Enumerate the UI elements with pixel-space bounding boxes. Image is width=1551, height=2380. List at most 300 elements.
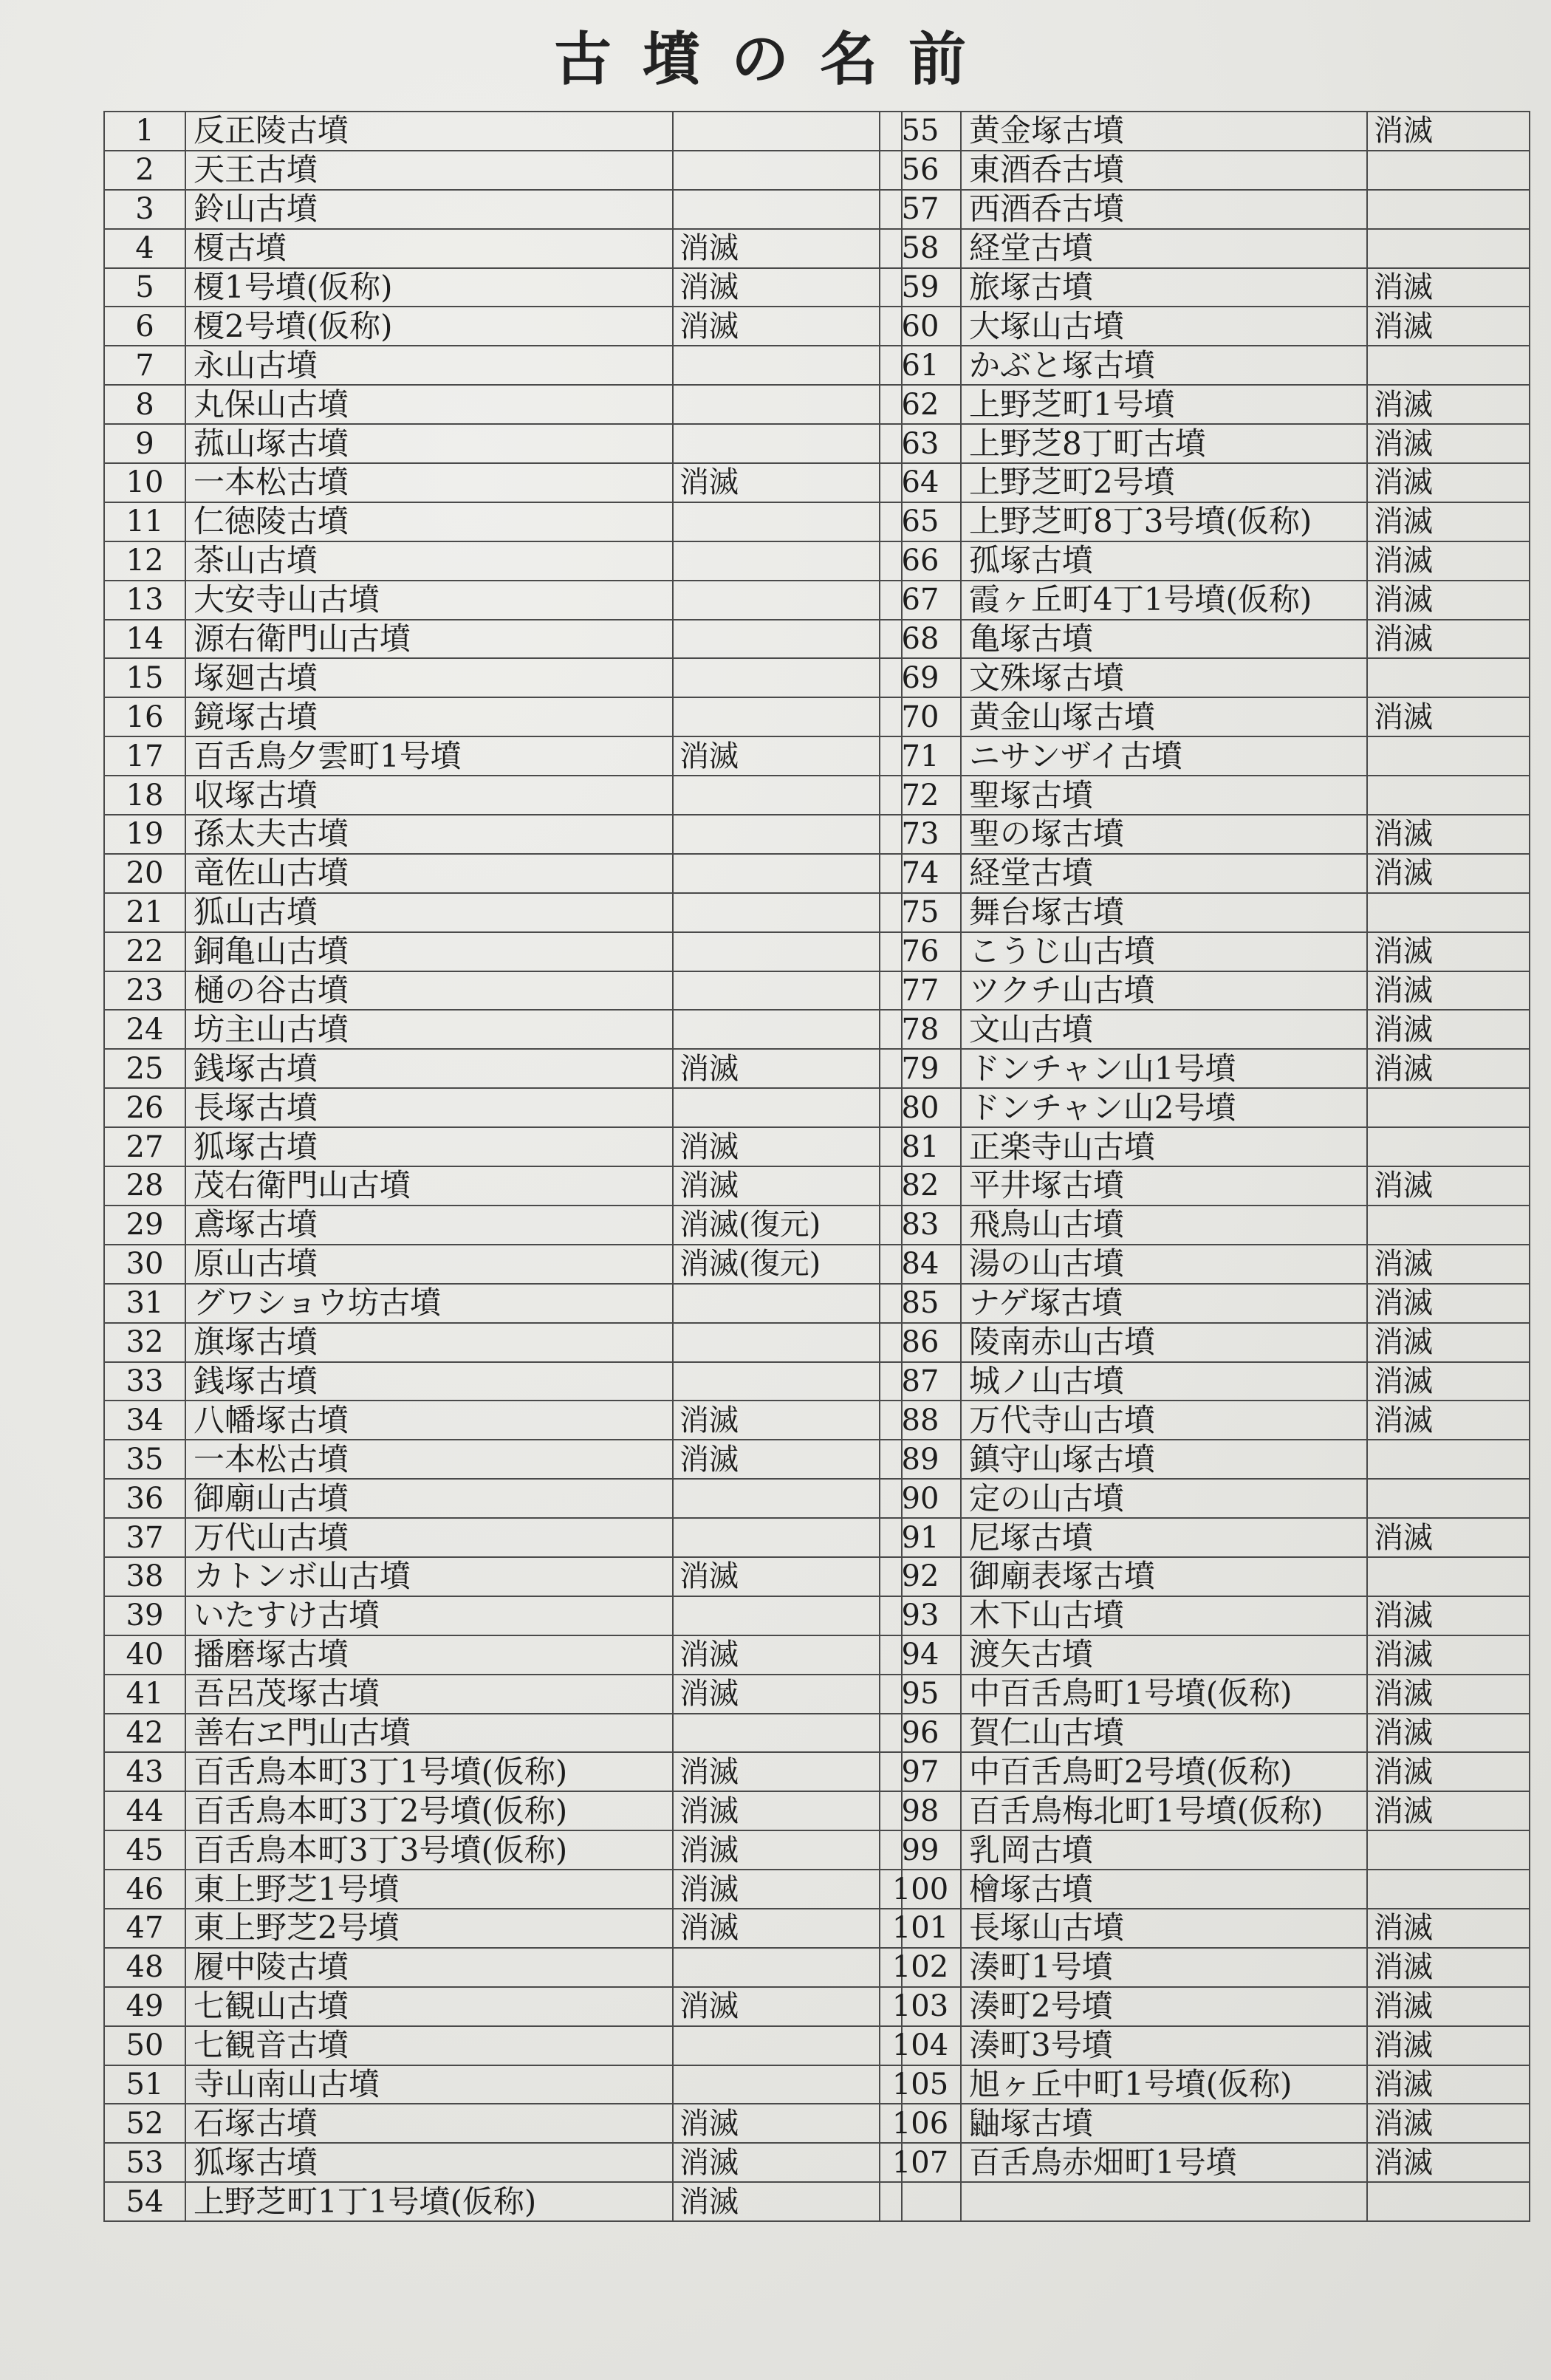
table-row xyxy=(880,1245,1530,1284)
kofun-name: 上野芝町1号墳 xyxy=(961,385,1367,424)
status-cell xyxy=(673,1362,902,1401)
table-row xyxy=(880,112,1530,151)
kofun-name: 鳶塚古墳 xyxy=(185,1206,673,1245)
table-row xyxy=(880,1479,1530,1518)
row-number: 106 xyxy=(880,2104,961,2143)
status-cell: 消滅 xyxy=(1367,2104,1530,2143)
table-row xyxy=(104,1010,902,1049)
kofun-name: 定の山古墳 xyxy=(961,1479,1367,1518)
table-row xyxy=(104,229,902,268)
kofun-name: 長塚古墳 xyxy=(185,1088,673,1127)
status-cell xyxy=(1367,658,1530,697)
row-number: 51 xyxy=(104,2065,185,2104)
status-cell xyxy=(1367,1479,1530,1518)
row-number: 96 xyxy=(880,1714,961,1753)
table-row xyxy=(104,1401,902,1440)
row-number: 79 xyxy=(880,1049,961,1088)
row-number: 86 xyxy=(880,1323,961,1362)
row-number: 64 xyxy=(880,463,961,502)
kofun-name: 鈴山古墳 xyxy=(185,190,673,229)
status-cell: 消滅 xyxy=(1367,1987,1530,2026)
kofun-name: 一本松古墳 xyxy=(185,1440,673,1479)
kofun-name xyxy=(961,2182,1367,2221)
status-cell xyxy=(673,424,902,463)
kofun-name: 鎮守山塚古墳 xyxy=(961,1440,1367,1479)
table-row xyxy=(880,1752,1530,1791)
status-cell: 消滅 xyxy=(1367,1596,1530,1635)
status-cell: 消滅 xyxy=(1367,463,1530,502)
row-number: 39 xyxy=(104,1596,185,1635)
table-row xyxy=(880,346,1530,385)
status-cell xyxy=(1367,1127,1530,1166)
table-row xyxy=(880,581,1530,620)
table-row xyxy=(104,1206,902,1245)
row-number: 69 xyxy=(880,658,961,697)
row-number: 66 xyxy=(880,541,961,581)
row-number: 80 xyxy=(880,1088,961,1127)
status-cell xyxy=(673,581,902,620)
table-row xyxy=(880,658,1530,697)
table-row xyxy=(104,1870,902,1909)
kofun-name: 亀塚古墳 xyxy=(961,620,1367,659)
table-row xyxy=(104,1675,902,1714)
table-row xyxy=(880,854,1530,893)
kofun-name: 永山古墳 xyxy=(185,346,673,385)
row-number: 72 xyxy=(880,776,961,815)
row-number: 26 xyxy=(104,1088,185,1127)
kofun-name: 丸保山古墳 xyxy=(185,385,673,424)
row-number: 87 xyxy=(880,1362,961,1401)
table-row xyxy=(880,268,1530,307)
table-row xyxy=(104,815,902,854)
kofun-name: 八幡塚古墳 xyxy=(185,1401,673,1440)
kofun-name: 銅亀山古墳 xyxy=(185,932,673,971)
table-row xyxy=(880,1049,1530,1088)
kofun-name: 上野芝8丁町古墳 xyxy=(961,424,1367,463)
kofun-name: 百舌鳥本町3丁2号墳(仮称) xyxy=(185,1791,673,1830)
row-number: 32 xyxy=(104,1323,185,1362)
row-number: 46 xyxy=(104,1870,185,1909)
table-row xyxy=(880,190,1530,229)
table-row xyxy=(880,1557,1530,1596)
table-row xyxy=(880,1948,1530,1987)
table-row xyxy=(104,1791,902,1830)
table-row xyxy=(880,1830,1530,1870)
kofun-name: 檜塚古墳 xyxy=(961,1870,1367,1909)
status-cell xyxy=(673,1010,902,1049)
table-row xyxy=(104,385,902,424)
table-row xyxy=(880,1635,1530,1675)
row-number: 7 xyxy=(104,346,185,385)
table-row xyxy=(880,151,1530,190)
row-number: 85 xyxy=(880,1284,961,1323)
kofun-name: 収塚古墳 xyxy=(185,776,673,815)
kofun-name: 榎古墳 xyxy=(185,229,673,268)
status-cell: 消滅 xyxy=(673,1987,902,2026)
row-number: 84 xyxy=(880,1245,961,1284)
kofun-name: 百舌鳥夕雲町1号墳 xyxy=(185,736,673,776)
kofun-name: 百舌鳥本町3丁3号墳(仮称) xyxy=(185,1830,673,1870)
kofun-name: 銭塚古墳 xyxy=(185,1362,673,1401)
kofun-name: 狐山古墳 xyxy=(185,893,673,932)
status-cell: 消滅 xyxy=(1367,1714,1530,1753)
table-row xyxy=(104,1088,902,1127)
table-row xyxy=(104,1284,902,1323)
row-number: 90 xyxy=(880,1479,961,1518)
table-row xyxy=(104,1440,902,1479)
table-row xyxy=(880,1440,1530,1479)
status-cell xyxy=(1367,1870,1530,1909)
status-cell xyxy=(673,776,902,815)
status-cell xyxy=(1367,1088,1530,1127)
table-row xyxy=(880,2065,1530,2104)
status-cell: 消滅 xyxy=(673,229,902,268)
kofun-name: 霞ヶ丘町4丁1号墳(仮称) xyxy=(961,581,1367,620)
table-row xyxy=(104,2026,902,2065)
table-row xyxy=(104,697,902,736)
row-number: 57 xyxy=(880,190,961,229)
table-row xyxy=(104,1948,902,1987)
status-cell: 消滅 xyxy=(673,736,902,776)
table-row xyxy=(880,1284,1530,1323)
status-cell xyxy=(673,112,902,151)
kofun-name: 舞台塚古墳 xyxy=(961,893,1367,932)
row-number: 99 xyxy=(880,1830,961,1870)
status-cell: 消滅 xyxy=(1367,1401,1530,1440)
row-number: 70 xyxy=(880,697,961,736)
row-number: 105 xyxy=(880,2065,961,2104)
status-cell: 消滅 xyxy=(673,268,902,307)
status-cell xyxy=(673,2065,902,2104)
table-row xyxy=(880,1323,1530,1362)
table-row xyxy=(104,1166,902,1206)
row-number: 34 xyxy=(104,1401,185,1440)
kofun-name: 文殊塚古墳 xyxy=(961,658,1367,697)
kofun-name: 菰山塚古墳 xyxy=(185,424,673,463)
status-cell xyxy=(1367,190,1530,229)
status-cell: 消滅 xyxy=(1367,1675,1530,1714)
row-number: 62 xyxy=(880,385,961,424)
kofun-name: 飛鳥山古墳 xyxy=(961,1206,1367,1245)
row-number: 93 xyxy=(880,1596,961,1635)
kofun-name: 吾呂茂塚古墳 xyxy=(185,1675,673,1714)
status-cell xyxy=(673,541,902,581)
kofun-name: 大塚山古墳 xyxy=(961,307,1367,346)
status-cell: 消滅 xyxy=(673,1675,902,1714)
table-row xyxy=(104,658,902,697)
row-number: 27 xyxy=(104,1127,185,1166)
status-cell: 消滅 xyxy=(1367,1635,1530,1675)
table-row xyxy=(880,776,1530,815)
kofun-name: 上野芝町2号墳 xyxy=(961,463,1367,502)
kofun-table-left xyxy=(103,111,903,2222)
kofun-name: 旗塚古墳 xyxy=(185,1323,673,1362)
status-cell: 消滅 xyxy=(673,1127,902,1166)
row-number: 35 xyxy=(104,1440,185,1479)
row-number: 11 xyxy=(104,502,185,541)
kofun-name: 孤塚古墳 xyxy=(961,541,1367,581)
status-cell xyxy=(673,893,902,932)
kofun-name: 東上野芝2号墳 xyxy=(185,1909,673,1948)
table-row xyxy=(880,932,1530,971)
status-cell xyxy=(1367,1440,1530,1479)
row-number: 95 xyxy=(880,1675,961,1714)
row-number: 1 xyxy=(104,112,185,151)
table-row xyxy=(104,346,902,385)
row-number: 98 xyxy=(880,1791,961,1830)
status-cell: 消滅 xyxy=(1367,307,1530,346)
table-row xyxy=(104,893,902,932)
status-cell: 消滅 xyxy=(673,2182,902,2221)
table-row xyxy=(104,1518,902,1557)
status-cell: 消滅 xyxy=(1367,385,1530,424)
table-row xyxy=(880,2104,1530,2143)
kofun-name: 狐塚古墳 xyxy=(185,1127,673,1166)
status-cell: 消滅 xyxy=(1367,2065,1530,2104)
kofun-name: 樋の谷古墳 xyxy=(185,971,673,1011)
status-cell xyxy=(1367,893,1530,932)
table-row xyxy=(880,1088,1530,1127)
table-row xyxy=(104,502,902,541)
status-cell: 消滅 xyxy=(1367,1362,1530,1401)
table-row xyxy=(104,2182,902,2221)
status-cell xyxy=(673,854,902,893)
row-number: 83 xyxy=(880,1206,961,1245)
kofun-name: 経堂古墳 xyxy=(961,854,1367,893)
row-number: 31 xyxy=(104,1284,185,1323)
row-number: 8 xyxy=(104,385,185,424)
kofun-name: 正楽寺山古墳 xyxy=(961,1127,1367,1166)
row-number: 41 xyxy=(104,1675,185,1714)
kofun-name: 寺山南山古墳 xyxy=(185,2065,673,2104)
kofun-name: 榎2号墳(仮称) xyxy=(185,307,673,346)
status-cell: 消滅 xyxy=(673,307,902,346)
row-number: 49 xyxy=(104,1987,185,2026)
status-cell xyxy=(673,346,902,385)
row-number: 21 xyxy=(104,893,185,932)
row-number: 9 xyxy=(104,424,185,463)
row-number: 50 xyxy=(104,2026,185,2065)
row-number: 42 xyxy=(104,1714,185,1753)
table-row xyxy=(880,2026,1530,2065)
kofun-name: 賀仁山古墳 xyxy=(961,1714,1367,1753)
table-row xyxy=(104,1714,902,1753)
table-row xyxy=(880,736,1530,776)
status-cell xyxy=(673,1714,902,1753)
status-cell xyxy=(1367,1830,1530,1870)
table-row xyxy=(104,151,902,190)
table-row xyxy=(104,854,902,893)
kofun-name: 七観音古墳 xyxy=(185,2026,673,2065)
row-number: 101 xyxy=(880,1909,961,1948)
kofun-name: 上野芝町8丁3号墳(仮称) xyxy=(961,502,1367,541)
row-number: 33 xyxy=(104,1362,185,1401)
kofun-name: 七観山古墳 xyxy=(185,1987,673,2026)
table-row xyxy=(880,893,1530,932)
status-cell: 消滅 xyxy=(1367,1166,1530,1206)
kofun-name: 石塚古墳 xyxy=(185,2104,673,2143)
kofun-name: 鼬塚古墳 xyxy=(961,2104,1367,2143)
table-row xyxy=(880,620,1530,659)
kofun-name: 百舌鳥赤畑町1号墳 xyxy=(961,2143,1367,2182)
row-number: 14 xyxy=(104,620,185,659)
row-number: 18 xyxy=(104,776,185,815)
table-row xyxy=(104,932,902,971)
kofun-name: 御廟表塚古墳 xyxy=(961,1557,1367,1596)
kofun-name: 陵南赤山古墳 xyxy=(961,1323,1367,1362)
kofun-name: 善右ヱ門山古墳 xyxy=(185,1714,673,1753)
kofun-name: 坊主山古墳 xyxy=(185,1010,673,1049)
status-cell xyxy=(1367,229,1530,268)
table-row xyxy=(104,190,902,229)
table-row xyxy=(880,1596,1530,1635)
table-row xyxy=(104,1557,902,1596)
table-row xyxy=(880,385,1530,424)
status-cell: 消滅 xyxy=(673,2143,902,2182)
status-cell: 消滅 xyxy=(1367,1323,1530,1362)
table-row xyxy=(104,307,902,346)
status-cell: 消滅 xyxy=(1367,815,1530,854)
status-cell: 消滅 xyxy=(673,463,902,502)
table-row xyxy=(880,2182,1530,2221)
row-number: 100 xyxy=(880,1870,961,1909)
status-cell xyxy=(673,1284,902,1323)
status-cell: 消滅 xyxy=(1367,1791,1530,1830)
row-number: 97 xyxy=(880,1752,961,1791)
table-row xyxy=(104,1323,902,1362)
table-row xyxy=(880,1401,1530,1440)
kofun-name: 平井塚古墳 xyxy=(961,1166,1367,1206)
row-number: 59 xyxy=(880,268,961,307)
row-number: 82 xyxy=(880,1166,961,1206)
row-number: 103 xyxy=(880,1987,961,2026)
row-number: 3 xyxy=(104,190,185,229)
kofun-name: 聖塚古墳 xyxy=(961,776,1367,815)
status-cell xyxy=(673,385,902,424)
kofun-name: 上野芝町1丁1号墳(仮称) xyxy=(185,2182,673,2221)
row-number: 53 xyxy=(104,2143,185,2182)
kofun-name: 孫太夫古墳 xyxy=(185,815,673,854)
row-number: 29 xyxy=(104,1206,185,1245)
row-number: 81 xyxy=(880,1127,961,1166)
table-row xyxy=(104,776,902,815)
status-cell: 消滅 xyxy=(673,1791,902,1830)
table-row xyxy=(880,1362,1530,1401)
table-row xyxy=(880,463,1530,502)
row-number: 22 xyxy=(104,932,185,971)
table-row xyxy=(880,502,1530,541)
table-row xyxy=(104,1830,902,1870)
table-row xyxy=(104,1049,902,1088)
table-row xyxy=(104,736,902,776)
table-row xyxy=(880,229,1530,268)
status-cell: 消滅 xyxy=(1367,112,1530,151)
status-cell: 消滅 xyxy=(1367,2143,1530,2182)
kofun-name: 銭塚古墳 xyxy=(185,1049,673,1088)
table-row xyxy=(880,697,1530,736)
status-cell xyxy=(1367,1557,1530,1596)
row-number: 17 xyxy=(104,736,185,776)
status-cell: 消滅 xyxy=(673,1830,902,1870)
row-number: 36 xyxy=(104,1479,185,1518)
kofun-name: 履中陵古墳 xyxy=(185,1948,673,1987)
table-row xyxy=(880,971,1530,1011)
table-row xyxy=(880,1127,1530,1166)
status-cell xyxy=(1367,736,1530,776)
status-cell: 消滅 xyxy=(1367,1284,1530,1323)
row-number: 37 xyxy=(104,1518,185,1557)
table-row xyxy=(880,1791,1530,1830)
status-cell: 消滅 xyxy=(673,2104,902,2143)
status-cell: 消滅 xyxy=(1367,581,1530,620)
kofun-name: ドンチャン山1号墳 xyxy=(961,1049,1367,1088)
status-cell xyxy=(1367,776,1530,815)
kofun-name: 茶山古墳 xyxy=(185,541,673,581)
row-number: 56 xyxy=(880,151,961,190)
status-cell xyxy=(1367,1206,1530,1245)
table-row xyxy=(880,307,1530,346)
status-cell: 消滅 xyxy=(1367,1948,1530,1987)
status-cell xyxy=(673,1948,902,1987)
table-row xyxy=(880,1010,1530,1049)
table-row xyxy=(104,2065,902,2104)
row-number: 38 xyxy=(104,1557,185,1596)
status-cell: 消滅 xyxy=(673,1752,902,1791)
row-number: 54 xyxy=(104,2182,185,2221)
row-number: 25 xyxy=(104,1049,185,1088)
kofun-name: いたすけ古墳 xyxy=(185,1596,673,1635)
table-row xyxy=(880,1675,1530,1714)
status-cell: 消滅 xyxy=(673,1166,902,1206)
table-row xyxy=(880,815,1530,854)
status-cell: 消滅 xyxy=(1367,2026,1530,2065)
status-cell: 消滅 xyxy=(673,1557,902,1596)
table-row xyxy=(104,2104,902,2143)
row-number: 24 xyxy=(104,1010,185,1049)
kofun-name: 天王古墳 xyxy=(185,151,673,190)
table-row xyxy=(880,424,1530,463)
table-row xyxy=(104,1909,902,1948)
kofun-name: 乳岡古墳 xyxy=(961,1830,1367,1870)
status-cell: 消滅 xyxy=(1367,854,1530,893)
row-number: 71 xyxy=(880,736,961,776)
row-number: 28 xyxy=(104,1166,185,1206)
row-number: 47 xyxy=(104,1909,185,1948)
table-row xyxy=(104,1479,902,1518)
kofun-name: 万代寺山古墳 xyxy=(961,1401,1367,1440)
table-row xyxy=(104,541,902,581)
kofun-name: 湊町2号墳 xyxy=(961,1987,1367,2026)
kofun-name: ニサンザイ古墳 xyxy=(961,736,1367,776)
row-number: 45 xyxy=(104,1830,185,1870)
table-row xyxy=(880,1714,1530,1753)
kofun-name: 尼塚古墳 xyxy=(961,1518,1367,1557)
status-cell: 消滅 xyxy=(1367,971,1530,1011)
status-cell: 消滅 xyxy=(673,1401,902,1440)
kofun-name: 渡矢古墳 xyxy=(961,1635,1367,1675)
row-number: 91 xyxy=(880,1518,961,1557)
status-cell: 消滅 xyxy=(673,1870,902,1909)
status-cell: 消滅(復元) xyxy=(673,1245,902,1284)
row-number: 44 xyxy=(104,1791,185,1830)
kofun-name: 御廟山古墳 xyxy=(185,1479,673,1518)
kofun-name: 中百舌鳥町2号墳(仮称) xyxy=(961,1752,1367,1791)
row-number: 88 xyxy=(880,1401,961,1440)
row-number: 68 xyxy=(880,620,961,659)
row-number: 40 xyxy=(104,1635,185,1675)
kofun-name: 万代山古墳 xyxy=(185,1518,673,1557)
kofun-name: 東上野芝1号墳 xyxy=(185,1870,673,1909)
